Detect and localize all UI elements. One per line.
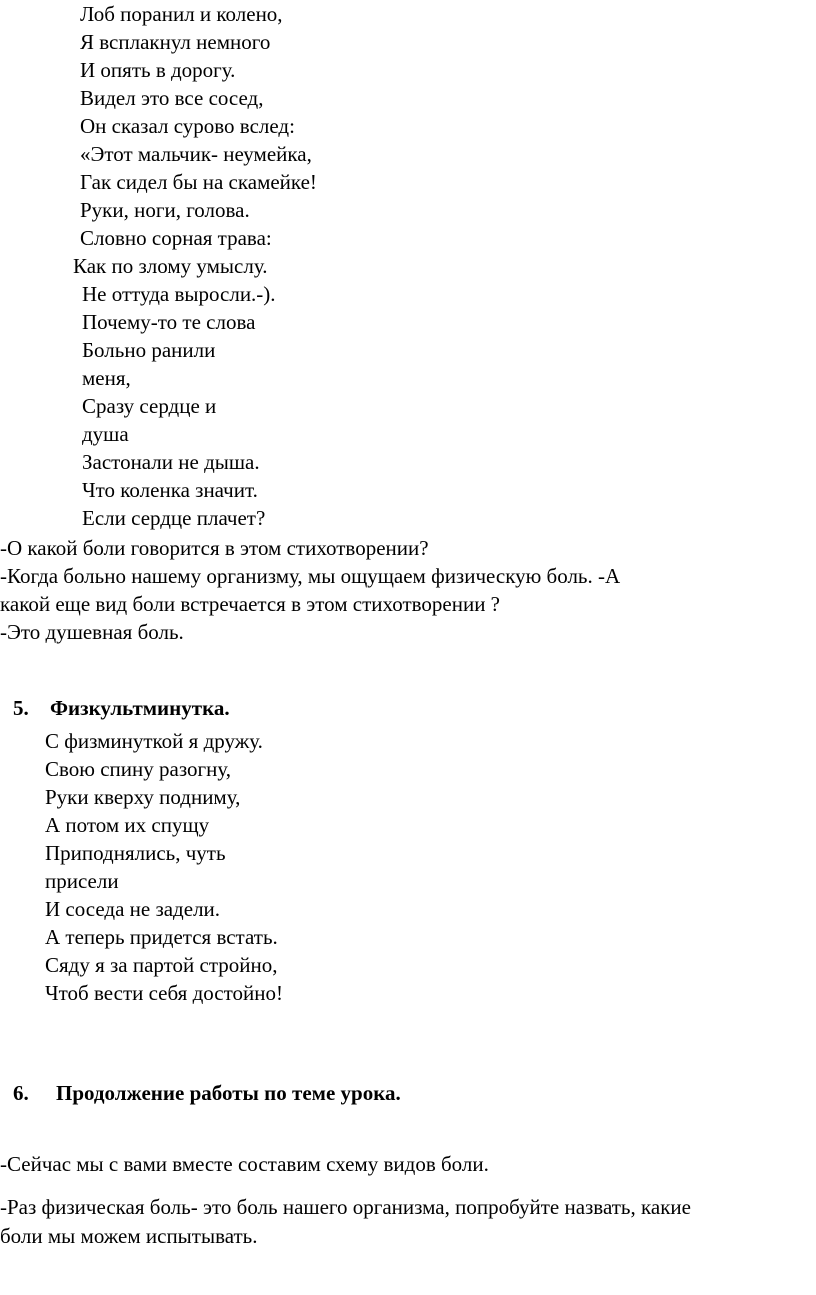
poem-line: Видел это все сосед, [80, 86, 264, 110]
section-5-heading [0, 694, 500, 722]
closing-line: боли мы можем испытывать. [0, 1224, 258, 1248]
dialogue-line: -О какой боли говорится в этом стихотворении? [0, 536, 429, 560]
dialogue [0, 534, 620, 646]
exercise-line: Приподнялись, чуть [45, 841, 226, 865]
section-number: 5. [13, 696, 29, 720]
exercise-line: Сяду я за партой стройно, [45, 953, 278, 977]
poem-line: Почему-то те слова [82, 310, 256, 334]
exercise-line: Руки кверху подниму, [45, 785, 241, 809]
poem-line: Лоб поранил и колено, [80, 2, 283, 26]
poem-line: Больно ранили [82, 338, 216, 362]
poem-line: Словно сорная трава: [80, 226, 272, 250]
poem-line: «Этот мальчик- неумейка, [80, 142, 312, 166]
poem-line: Застонали не дыша. [82, 450, 260, 474]
section-title: Продолжение работы по теме урока. [56, 1081, 401, 1105]
exercise-poem [45, 727, 283, 1007]
poem-line: душа [82, 422, 129, 446]
poem-line: Что коленка значит. [82, 478, 258, 502]
poem-line: Руки, ноги, голова. [80, 198, 250, 222]
section-title: Физкультминутка. [50, 696, 230, 720]
exercise-line: А потом их спущу [45, 813, 210, 837]
section-6-heading [0, 1079, 600, 1107]
exercise-line: А теперь придется встать. [45, 925, 278, 949]
dialogue-line: какой еще вид боли встречается в этом стихотворении ? [0, 592, 501, 616]
poem-line: Не оттуда выросли.-). [82, 282, 276, 306]
poem-line: Сразу сердце и [82, 394, 217, 418]
poem-line: И опять в дорогу. [80, 58, 236, 82]
exercise-line: С физминуткой я дружу. [45, 729, 263, 753]
exercise-line: Свою спину разогну, [45, 757, 231, 781]
exercise-line: Чтоб вести себя достойно! [45, 981, 283, 1005]
dialogue-line: -Когда больно нашему организму, мы ощущаем физическую боль. -А [0, 564, 621, 588]
dialogue-line: -Это душевная боль. [0, 620, 184, 644]
poem-line: Он сказал сурово вслед: [80, 114, 295, 138]
exercise-line: присели [45, 869, 119, 893]
closing-line: -Сейчас мы с вами вместе составим схему видов боли. [0, 1152, 489, 1176]
poem-line: Я всплакнул немного [80, 30, 271, 54]
section-number: 6. [13, 1081, 29, 1105]
exercise-line: И соседа не задели. [45, 897, 221, 921]
poem-line: Как по злому умыслу. [73, 254, 268, 278]
closing-line: -Раз физическая боль- это боль нашего организма, попробуйте назвать, какие [0, 1195, 691, 1219]
poem [73, 0, 317, 532]
poem-line: меня, [82, 366, 131, 390]
poem-line: Гак сидел бы на скамейке! [80, 170, 317, 194]
poem-line: Если сердце плачет? [82, 506, 266, 530]
